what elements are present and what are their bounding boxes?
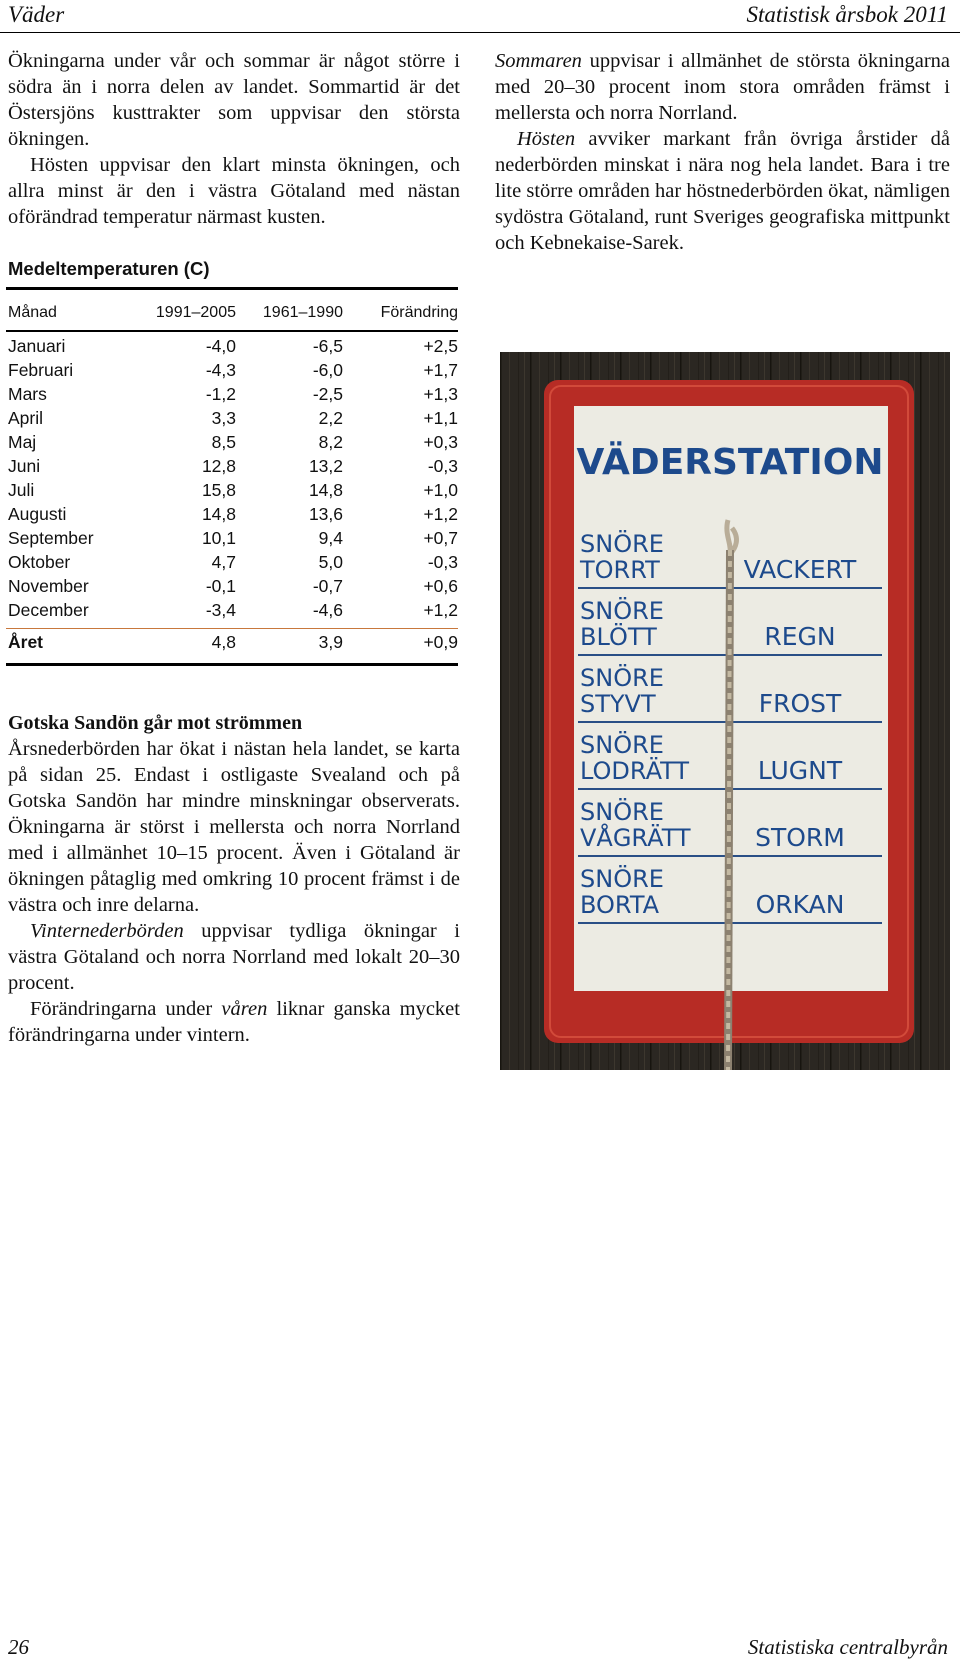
cell-1961-1990: 5,0 (318, 552, 343, 572)
cell-change: +1,2 (423, 600, 458, 620)
cell-1991-2005: 8,5 (211, 432, 236, 452)
sign-right-word: VACKERT (743, 555, 857, 584)
header-change: Förändring (380, 304, 458, 321)
header-period-1991-2005: 1991–2005 (155, 304, 236, 321)
sign-left-text: TORRT (580, 556, 660, 584)
cell-1991-2005: -1,2 (205, 384, 236, 404)
cell-month: Augusti (8, 504, 67, 524)
cell-change: +1,3 (423, 384, 458, 404)
header-rule (0, 32, 960, 33)
cell-change: +0,6 (423, 576, 458, 596)
table-row (8, 528, 458, 552)
cell-change: +1,2 (423, 504, 458, 524)
sign-left-text: SNÖRE (580, 798, 664, 826)
page-number: 26 (8, 1635, 29, 1659)
cell-1961-1990: -0,7 (312, 576, 343, 596)
table-row (8, 360, 458, 384)
sign-left-text: SNÖRE (580, 865, 664, 893)
cell-1991-2005: -4,3 (205, 360, 236, 380)
publisher-name: Statistiska centralbyrån (747, 1635, 948, 1659)
cell-month: April (8, 408, 44, 428)
table-top-rule (6, 287, 458, 290)
cell-change: +2,5 (423, 336, 458, 356)
cell-month: September (8, 528, 94, 548)
summer-paragraph (495, 48, 950, 126)
total-1961-1990: 3,9 (318, 632, 343, 652)
sign-right-word: STORM (755, 823, 845, 852)
section-title: Väder (8, 2, 65, 27)
cell-1991-2005: 3,3 (211, 408, 236, 428)
total-1991-2005: 4,8 (211, 632, 236, 652)
sign-right-word: REGN (764, 622, 836, 651)
sign-left-text: BLÖTT (580, 623, 657, 651)
sign-left-text: SNÖRE (580, 731, 664, 759)
intro-paragraph-2: Hösten uppvisar den klart minsta ökningen, och allra minst är den i västra Götaland med nästan oförändrad temperatur närmast kusten. (8, 154, 460, 228)
cell-change: -0,3 (427, 456, 458, 476)
precipitation-section (8, 710, 460, 1048)
table-header-rule (6, 330, 458, 332)
cell-1961-1990: -2,5 (312, 384, 343, 404)
cell-month: Juni (8, 456, 41, 476)
autumn-paragraph (495, 126, 950, 256)
spring-emphasis: våren (221, 998, 268, 1020)
table-row (8, 432, 458, 456)
cell-month: Maj (8, 432, 37, 452)
cell-month: Oktober (8, 552, 71, 572)
sign-title: VÄDERSTATION (576, 442, 884, 483)
precipitation-paragraph-1: Årsnederbörden har ökat i nästan hela landet, se karta på sidan 25. Endast i ostligaste Svealand och på Gotska Sandön har mindre minskningar observerats. Ökningarna är störst i mellersta och norra Norrland med i allmänhet 10–15 procent. Även i Götaland är ökningen påtaglig med omkring 10 procent främst i de västra och inre delarna. (8, 738, 460, 916)
table-bottom-rule (6, 663, 458, 666)
table-row (8, 480, 458, 504)
section-heading: Gotska Sandön går mot strömmen (8, 712, 303, 734)
cell-1961-1990: -6,0 (312, 360, 343, 380)
summer-text: uppvisar i allmänhet de största ökningarna med 20–30 procent inom stora områden främst i mellersta och norra Norrland. (495, 50, 950, 124)
sign-left-text: SNÖRE (580, 530, 664, 558)
table-total-rule (6, 628, 458, 629)
sign-left-text: SNÖRE (580, 597, 664, 625)
table-row (8, 504, 458, 528)
sign-left-text: VÅGRÄTT (580, 824, 691, 852)
cell-month: Juli (8, 480, 35, 500)
autumn-text: avviker markant från övriga årstider då nederbörden minskat i nära nog hela landet. Bara i tre lite större områden har höstnederbörden ökat, nämligen sydöstra Götaland, runt Sveriges geografiska mittpunkt och Kebnekaise-Sarek. (495, 128, 950, 254)
cell-month: December (8, 600, 89, 620)
winter-paragraph (8, 918, 460, 996)
cell-change: -0,3 (427, 552, 458, 572)
winter-emphasis: Vinternederbörden (30, 920, 184, 942)
cell-1961-1990: 13,6 (308, 504, 343, 524)
sign-right-word: FROST (758, 689, 842, 718)
autumn-emphasis: Hösten (517, 128, 576, 150)
sign-right-word: ORKAN (755, 890, 845, 919)
cell-1991-2005: 12,8 (201, 456, 236, 476)
spring-paragraph (8, 996, 460, 1048)
cell-1961-1990: -4,6 (312, 600, 343, 620)
publication-title: Statistisk årsbok 2011 (746, 2, 948, 27)
cell-1991-2005: -4,0 (205, 336, 236, 356)
table-row (8, 576, 458, 600)
table-row (8, 600, 458, 624)
total-label: Året (8, 632, 44, 652)
cell-1961-1990: 14,8 (308, 480, 343, 500)
cell-change: +0,3 (423, 432, 458, 452)
table-total-row (8, 632, 458, 656)
right-text (495, 48, 950, 256)
cell-1961-1990: 9,4 (318, 528, 343, 548)
cell-change: +1,1 (423, 408, 458, 428)
spring-text-a: Förändringarna under (30, 998, 222, 1020)
cell-1991-2005: -3,4 (205, 600, 236, 620)
cell-change: +0,7 (423, 528, 458, 548)
cell-1991-2005: 14,8 (201, 504, 236, 524)
sign-left-text: BORTA (580, 891, 660, 919)
total-change: +0,9 (423, 632, 458, 652)
cell-month: Februari (8, 360, 74, 380)
header-period-1961-1990: 1961–1990 (262, 304, 343, 321)
cell-month: Mars (8, 384, 47, 404)
sign-right-word: LUGNT (757, 756, 843, 785)
intro-paragraph-1: Ökningarna under vår och sommar är något större i södra än i norra delen av landet. Sommartid är det Östersjöns kusttrakter som uppvisar den största ökningen. (8, 50, 460, 150)
table-row (8, 408, 458, 432)
sign-left-text: STYVT (580, 690, 656, 718)
table-row (8, 336, 458, 360)
sign-left-text: SNÖRE (580, 664, 664, 692)
cell-change: +1,7 (423, 360, 458, 380)
table-row (8, 456, 458, 480)
cell-1991-2005: 15,8 (201, 480, 236, 500)
cell-1991-2005: 4,7 (211, 552, 236, 572)
cell-1961-1990: -6,5 (312, 336, 343, 356)
left-intro (8, 48, 460, 230)
sign-left-text: LODRÄTT (580, 757, 690, 785)
cell-change: +1,0 (423, 480, 458, 500)
cell-month: Januari (8, 336, 66, 356)
cell-1961-1990: 13,2 (308, 456, 343, 476)
table-title: Medeltemperaturen (C) (8, 258, 210, 279)
header-month: Månad (8, 304, 57, 321)
summer-emphasis: Sommaren (495, 50, 582, 72)
winter-text: uppvisar tydliga ökningar i västra Götaland och norra Norrland med lokalt 20–30 procent. (8, 920, 460, 994)
cell-1991-2005: -0,1 (205, 576, 236, 596)
cell-1961-1990: 8,2 (318, 432, 343, 452)
cell-1961-1990: 2,2 (318, 408, 343, 428)
weather-station-photo (500, 352, 950, 1070)
cell-1991-2005: 10,1 (201, 528, 236, 548)
cell-month: November (8, 576, 89, 596)
spring-text-b: liknar ganska mycket förändringarna under vintern. (8, 998, 460, 1046)
table-row (8, 552, 458, 576)
table-row (8, 384, 458, 408)
